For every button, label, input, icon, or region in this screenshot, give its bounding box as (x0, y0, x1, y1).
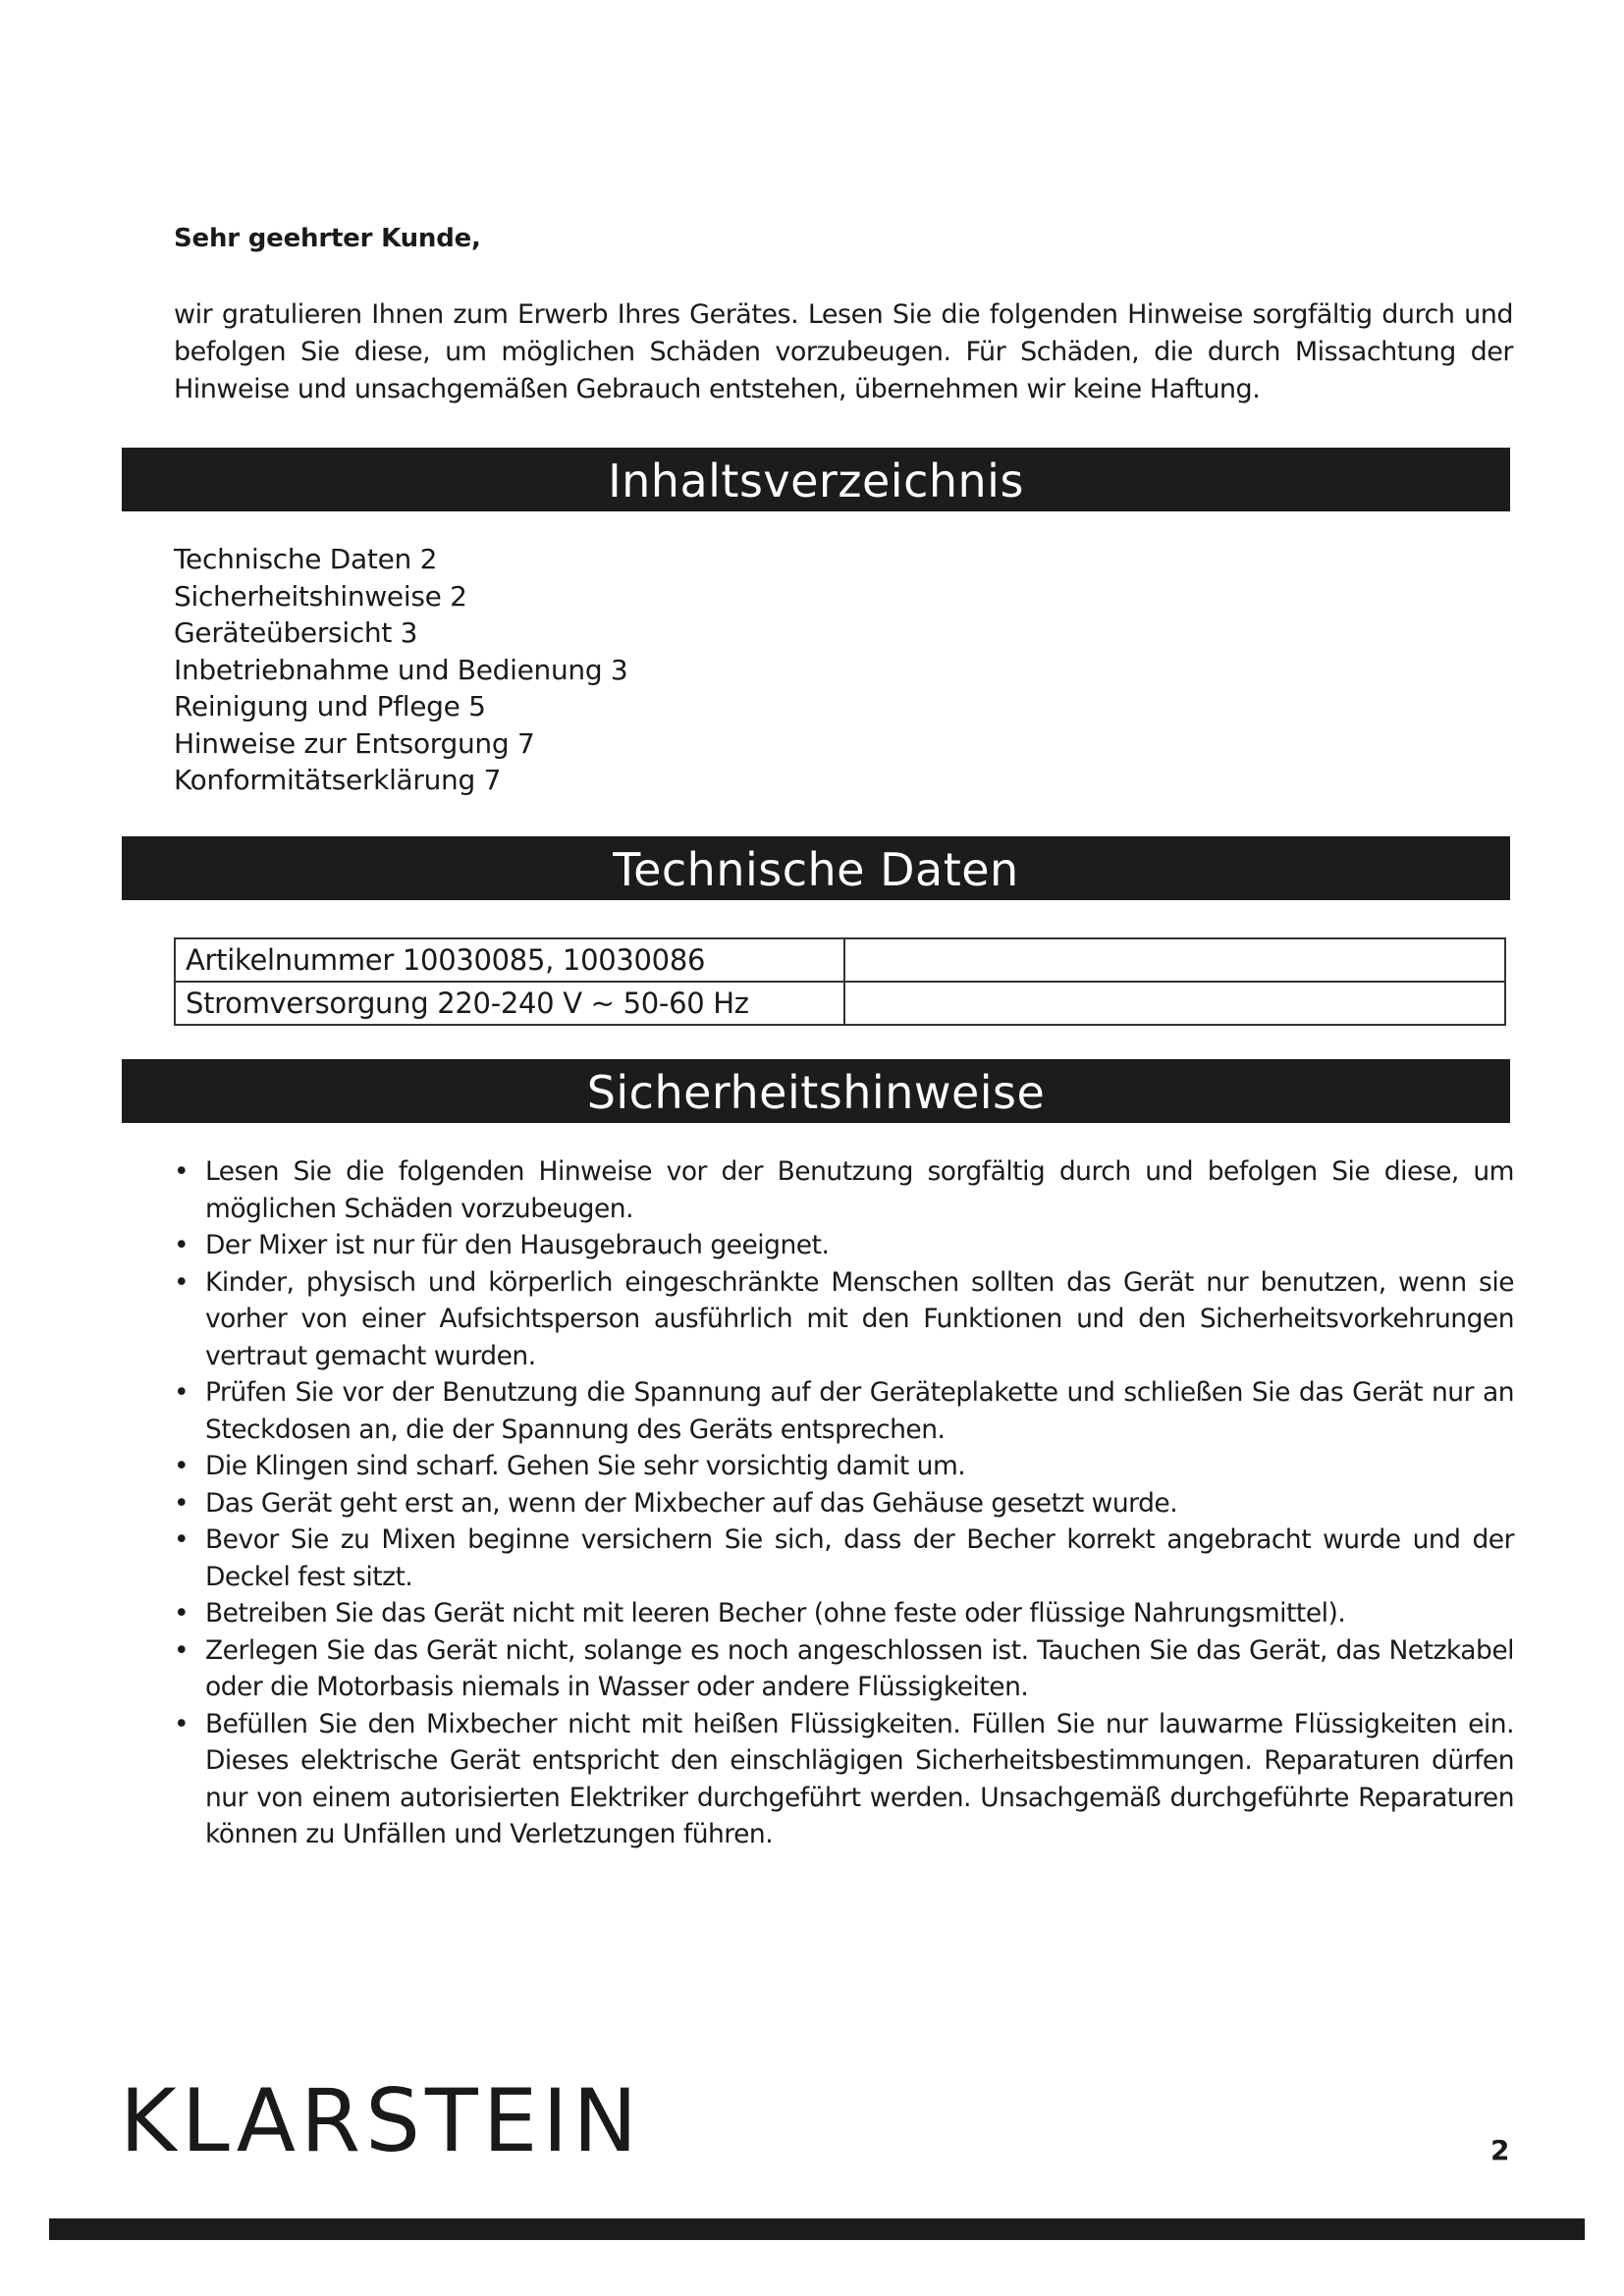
toc-item: Inbetriebnahme und Bedienung 3 (174, 653, 628, 686)
footer-bar (49, 2218, 1585, 2240)
list-item (174, 1153, 1514, 1227)
brand-logo: KLARSTEIN (120, 2070, 643, 2171)
bullet-icon: • (174, 1708, 189, 1739)
table-row (175, 982, 1505, 1025)
safety-text: Bevor Sie zu Mixen beginne versichern Sie sich, dass der Becher korrekt angebracht wurde und der Deckel fest sitzt. (205, 1524, 1514, 1592)
salutation: Sehr geehrter Kunde, (174, 224, 481, 253)
toc-heading: Inhaltsverzeichnis (608, 454, 1024, 507)
safety-text: Prüfen Sie vor der Benutzung die Spannung auf der Geräteplakette und schließen Sie das Gerät nur an Steckdosen an, die der Spannung des Geräts entsprechen. (205, 1377, 1514, 1445)
toc-item: Technische Daten 2 (174, 543, 438, 575)
list-item (174, 1227, 1514, 1264)
bullet-icon: • (174, 1377, 189, 1408)
bullet-icon: • (174, 1156, 189, 1187)
safety-text: Der Mixer ist nur für den Hausgebrauch geeignet. (205, 1230, 830, 1260)
safety-text: Das Gerät geht erst an, wenn der Mixbecher auf das Gehäuse gesetzt wurde. (205, 1487, 1178, 1519)
page-number: 2 (1490, 2134, 1510, 2166)
bullet-icon: • (174, 1266, 189, 1298)
spec-label: Stromversorgung 220-240 V ~ 50-60 Hz (175, 982, 844, 1025)
list-item (174, 1522, 1514, 1595)
toc-item: Reinigung und Pflege 5 (174, 690, 486, 722)
safety-text: Kinder, physisch und körperlich eingeschränkte Menschen sollten das Gerät nur benutzen, wenn sie vorher von einer Aufsichtsperson ausführlich mit den Funktionen und den Sicherheitsvorkehrungen vertraut gemacht wurden. (205, 1266, 1514, 1371)
bullet-icon: • (174, 1634, 189, 1666)
spec-table (174, 937, 1506, 1026)
list-item (174, 1595, 1514, 1632)
toc-item: Hinweise zur Entsorgung 7 (174, 726, 535, 760)
intro-paragraph: wir gratulieren Ihnen zum Erwerb Ihres Gerätes. Lesen Sie die folgenden Hinweise sorgfältig durch und befolgen Sie diese, um möglichen Schäden vorzubeugen. Für Schäden, die durch Missachtung der Hinweise und unsachgemäßen Gebrauch entstehen, übernehmen wir keine Haftung. (174, 299, 1513, 404)
table-row (175, 938, 1505, 982)
list-item (174, 1632, 1514, 1706)
safety-text: Befüllen Sie den Mixbecher nicht mit heißen Flüssigkeiten. Füllen Sie nur lauwarme Flüssigkeiten ein. Dieses elektrische Gerät entspricht den einschlägigen Sicherheitsbestimmungen. Reparaturen dürfen nur von einem autorisierten Elektriker durchgeführt werden. Unsachgemäß durchgeführte Reparaturen können zu Unfällen und Verletzungen führen. (205, 1708, 1514, 1849)
safety-text: Zerlegen Sie das Gerät nicht, solange es noch angeschlossen ist. Tauchen Sie das Gerät, das Netzkabel oder die Motorbasis niemals in Wasser oder andere Flüssigkeiten. (205, 1634, 1514, 1702)
list-item (174, 1264, 1514, 1375)
safety-heading: Sicherheitshinweise (586, 1065, 1046, 1119)
safety-list (174, 1153, 1514, 1853)
bullet-icon: • (174, 1487, 189, 1519)
safety-text: Die Klingen sind scharf. Gehen Sie sehr vorsichtig damit um. (205, 1451, 966, 1481)
list-item (174, 1374, 1514, 1448)
safety-text: Betreiben Sie das Gerät nicht mit leeren Becher (ohne feste oder flüssige Nahrungsmittel). (205, 1598, 1346, 1629)
list-item (174, 1448, 1514, 1485)
toc-item: Konformitätserklärung 7 (174, 764, 502, 796)
tech-heading: Technische Daten (613, 842, 1019, 896)
list-item (174, 1485, 1514, 1522)
tech-heading-bar (122, 836, 1510, 900)
spec-value (844, 982, 1505, 1025)
bullet-icon: • (174, 1598, 189, 1629)
bullet-icon: • (174, 1524, 189, 1555)
bullet-icon: • (174, 1451, 189, 1481)
safety-text: Lesen Sie die folgenden Hinweise vor der Benutzung sorgfältig durch und befolgen Sie diese, um möglichen Schäden vorzubeugen. (205, 1156, 1514, 1224)
spec-label: Artikelnummer 10030085, 10030086 (175, 938, 844, 982)
list-item (174, 1706, 1514, 1853)
toc-item: Geräteübersicht 3 (174, 616, 418, 649)
safety-heading-bar (122, 1059, 1510, 1123)
toc-heading-bar (122, 448, 1510, 511)
toc-item: Sicherheitshinweise 2 (174, 579, 467, 613)
bullet-icon: • (174, 1230, 189, 1260)
spec-value (844, 938, 1505, 982)
table-of-contents (174, 541, 627, 799)
